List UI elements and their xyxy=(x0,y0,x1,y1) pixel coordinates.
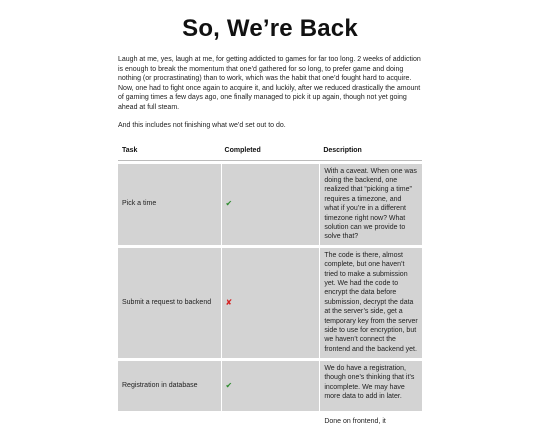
header-completed: Completed xyxy=(221,143,320,160)
task-cell: Pick a time xyxy=(118,164,221,245)
intro-followup-paragraph: And this includes not finishing what we’d set out to do. xyxy=(118,121,286,129)
completed-cell xyxy=(221,248,320,358)
header-task: Task xyxy=(118,143,221,160)
completed-cell xyxy=(221,164,320,245)
description-cell: The code is there, almost complete, but one haven’t tried to make a submission yet. We had the code to encrypt the data before submission, decrypt the data at the server’s side, get a temporary key from the server side to use for encryption, but we haven’t connect the frontend and the backend yet. xyxy=(319,248,422,358)
table-row xyxy=(118,164,422,245)
task-cell: Registration in database xyxy=(118,361,221,411)
checkmark-icon: ✔ xyxy=(225,380,233,390)
completed-cell xyxy=(221,361,320,411)
task-table xyxy=(118,140,422,432)
checkmark-icon: ✔ xyxy=(225,198,233,208)
article xyxy=(118,0,422,432)
cross-icon: ✘ xyxy=(225,297,233,307)
table-row xyxy=(118,414,422,429)
intro-paragraph: Laugh at me, yes, laugh at me, for getting addicted to games for far too long. 2 weeks of addiction is enough to break the momentum that one’d gathered for so long, to prefer game and doing nothing (or procrastinating) than to work, which was the habit that one’d fought hard to acquire. Now, one had to fight once again to acquire it, and luckily, after we reduced drastically the amount of gaming times a few days ago, one finally managed to pick it up again, though not yet going ahead at full steam. xyxy=(118,56,421,111)
task-cell xyxy=(118,414,221,429)
table-header-row xyxy=(118,143,422,160)
header-description: Description xyxy=(319,143,422,160)
completed-cell xyxy=(221,414,320,429)
page-title: So, We’re Back xyxy=(182,15,358,42)
description-cell: Done on frontend, it xyxy=(319,414,422,429)
table-row xyxy=(118,248,422,358)
description-cell: With a caveat. When one was doing the backend, one realized that “picking a time” requires a timezone, and what if you’re in a different timezone right now? What solution can we provide to solve that? xyxy=(319,164,422,245)
description-cell: We do have a registration, though one’s thinking that it’s incomplete. We may have more data to add in later. xyxy=(319,361,422,411)
task-cell: Submit a request to backend xyxy=(118,248,221,358)
table-row xyxy=(118,361,422,411)
